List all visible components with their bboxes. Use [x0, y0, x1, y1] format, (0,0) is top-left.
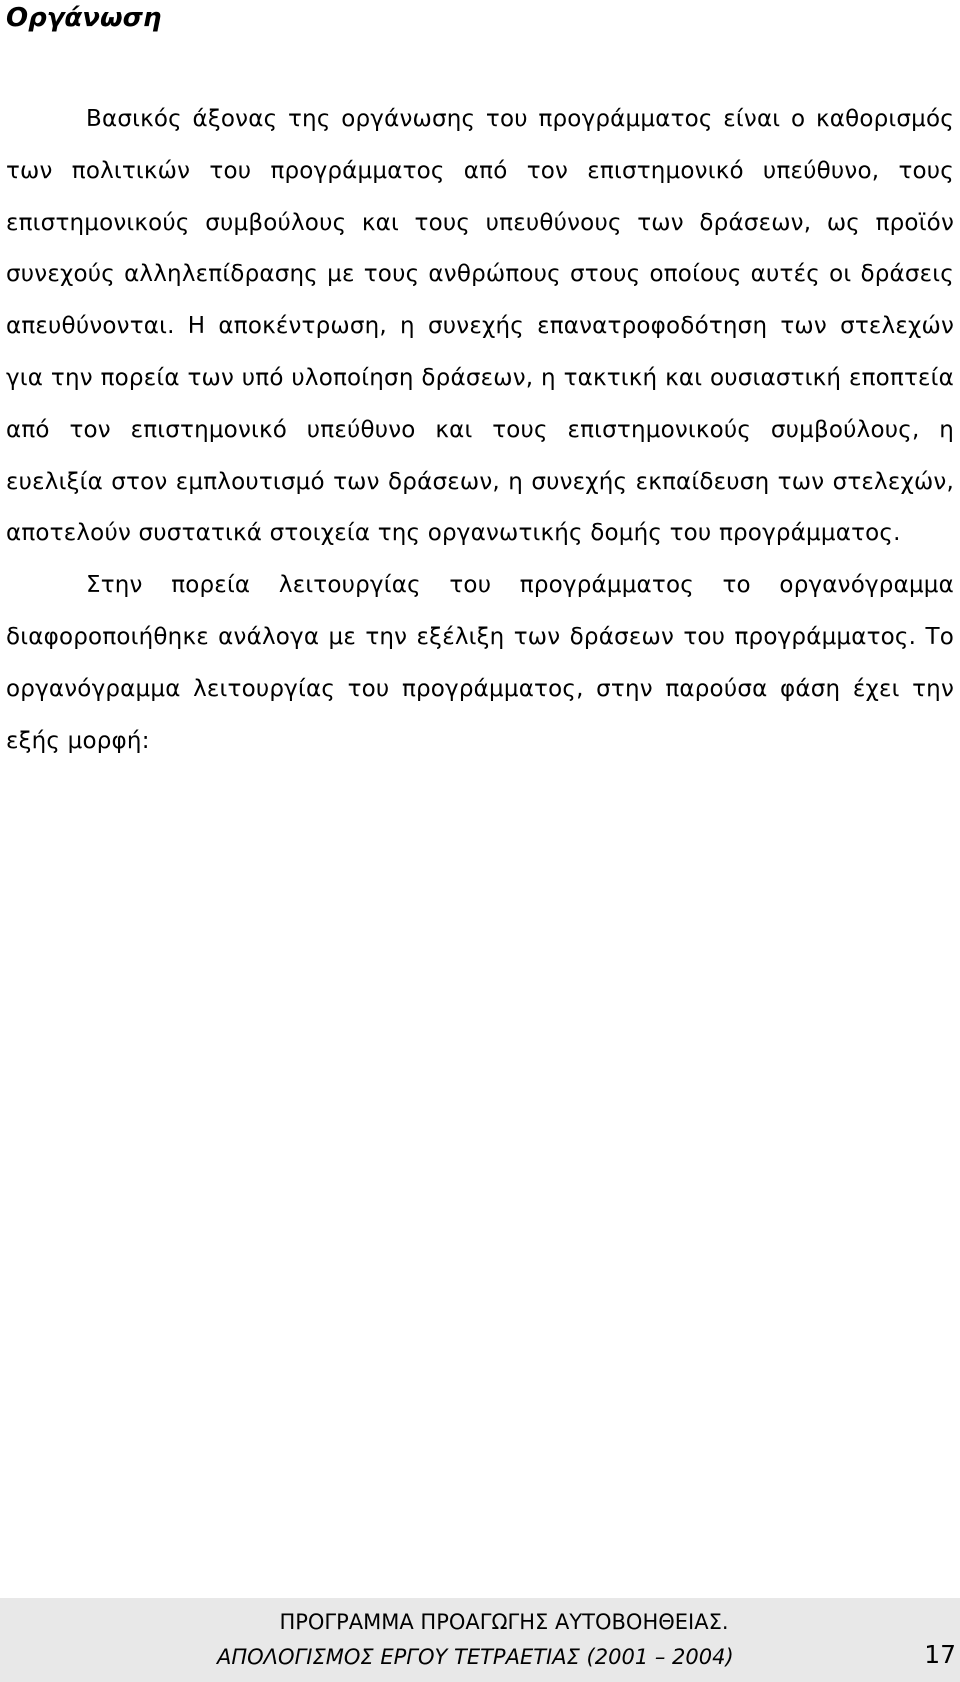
page-number: 17: [924, 1640, 956, 1669]
paragraph-organization: Βασικός άξονας της οργάνωσης του προγράμματος είναι ο καθορισμός των πολιτικών του προγράμματος από τον επιστημονικό υπεύθυνο, τους επιστημονικούς συμβούλους και τους υπευθύνους των δράσεων, ως προϊόν συνεχούς αλληλεπίδρασης με τους ανθρώπους στους οποίους αυτές οι δράσεις απευθύνονται. Η αποκέντρωση, η συνεχής επανατροφοδότηση των στελεχών για την πορεία των υπό υλοποίηση δράσεων, η τακτική και ουσιαστική εποπτεία από τον επιστημονικό υπεύθυνο και τους επιστημονικούς συμβούλους, η ευελιξία στον εμπλουτισμό των δράσεων, η συνεχής εκπαίδευση των στελεχών, αποτελούν συστατικά στοιχεία της οργανωτικής δομής του προγράμματος.: [6, 106, 954, 547]
paragraph-organogram: Στην πορεία λειτουργίας του προγράμματος το οργανόγραμμα διαφοροποιήθηκε ανάλογα με την εξέλιξη των δράσεων του προγράμματος. Το οργανόγραμμα λειτουργίας του προγράμματος, στην παρούσα φάση έχει την εξής μορφή:: [6, 572, 954, 754]
body-text: [6, 94, 954, 767]
page-footer: [0, 1598, 960, 1682]
section-heading: Οργάνωση: [6, 3, 162, 33]
footer-report-title: ΑΠΟΛΟΓΙΣΜΟΣ ΕΡΓΟΥ ΤΕΤΡΑΕΤΙΑΣ (2001 – 2004): [217, 1645, 734, 1669]
footer-program-title: ΠΡΟΓΡΑΜΜΑ ΠΡΟΑΓΩΓΗΣ ΑΥΤΟΒΟΗΘΕΙΑΣ.: [279, 1610, 729, 1634]
